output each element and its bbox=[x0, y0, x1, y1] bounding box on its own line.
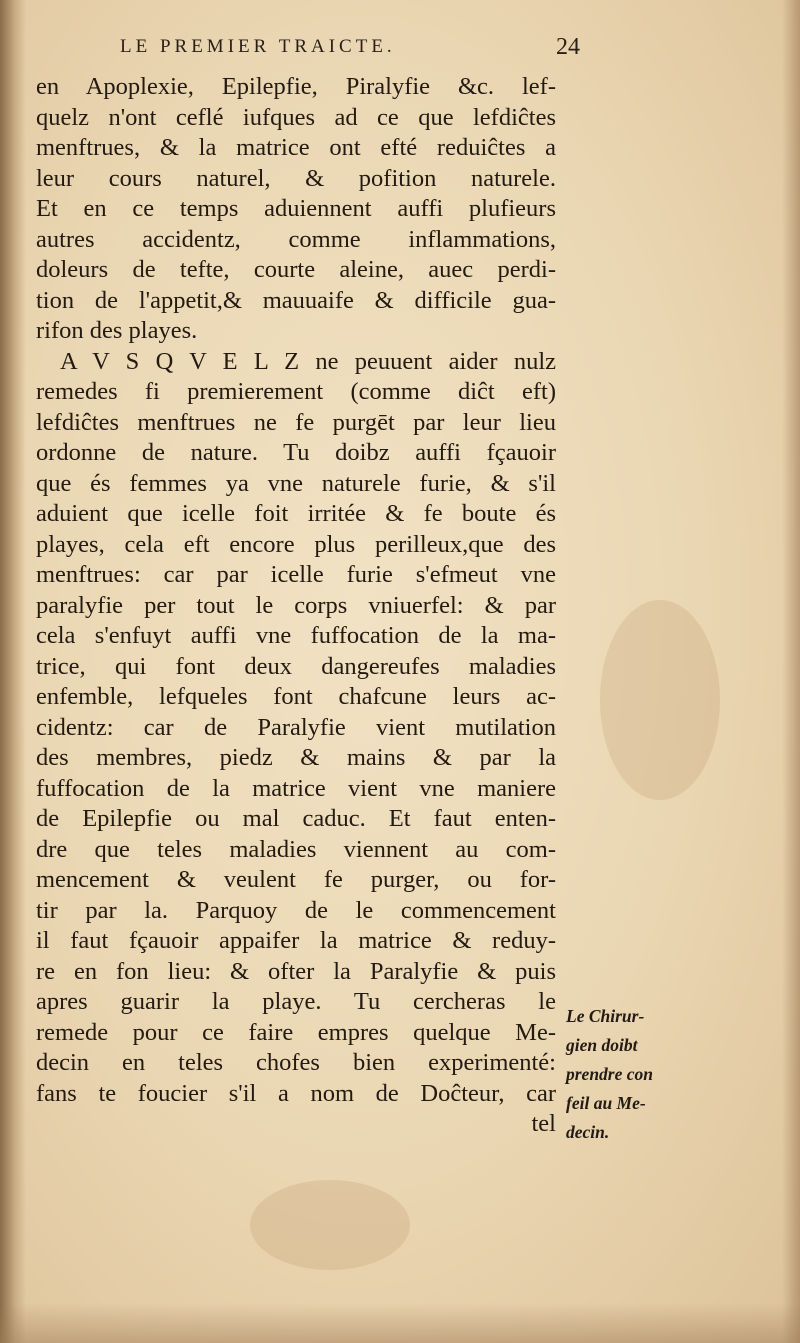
text-line: rifon des playes. bbox=[36, 317, 198, 344]
text-line: Et en ce temps aduiennent auffi plufieurs bbox=[36, 195, 556, 222]
page-number: 24 bbox=[556, 34, 580, 60]
catchword: tel bbox=[531, 1110, 556, 1137]
text-line: ordonne de nature. Tu doibz auffi fçauoir bbox=[36, 439, 556, 466]
text-line: enfemble, lefqueles font chafcune leurs ac- bbox=[36, 683, 556, 710]
text-line: il faut fçauoir appaifer la matrice & reduy- bbox=[36, 927, 556, 954]
text-line: tion de l'appetit,& mauuaife & difficile gua- bbox=[36, 286, 556, 314]
text-line: tir par la. Parquoy de le commencement bbox=[36, 896, 556, 924]
text-line: en Apoplexie, Epilepfie, Piralyfie &c. lef- bbox=[36, 73, 556, 100]
text-line: doleurs de tefte, courte aleine, auec perdi- bbox=[36, 256, 556, 283]
text-line: lefdiĉtes menftrues ne fe purgēt par leur lieu bbox=[36, 408, 556, 436]
body-text bbox=[36, 72, 556, 1140]
text-line: remedes fi premierement (comme diĉt eft) bbox=[36, 378, 556, 405]
text-line: A V S Q V E L Z ne peuuent aider nulz bbox=[60, 347, 556, 375]
text-line: cidentz: car de Paralyfie vient mutilation bbox=[36, 713, 556, 741]
text-line: menftrues: car par icelle furie s'efmeut vne bbox=[36, 561, 556, 588]
text-line: leur cours naturel, & pofition naturele. bbox=[36, 164, 556, 192]
text-line: re en fon lieu: & ofter la Paralyfie & puis bbox=[36, 957, 556, 985]
marginal-note-line: gien doibt bbox=[566, 1035, 638, 1055]
text-line: decin en teles chofes bien experimenté: bbox=[36, 1049, 556, 1076]
text-line: dre que teles maladies viennent au com- bbox=[36, 835, 556, 863]
text-line: autres accidentz, comme inflammations, bbox=[36, 225, 556, 253]
text-line: menftrues, & la matrice ont efté reduiĉtes a bbox=[36, 134, 556, 161]
text-line: fans te foucier s'il a nom de Doĉteur, car bbox=[36, 1079, 556, 1107]
text-line: fuffocation de la matrice vient vne maniere bbox=[36, 774, 556, 802]
page-header bbox=[120, 36, 580, 64]
text-line: remede pour ce faire empres quelque Me- bbox=[36, 1018, 556, 1046]
text-line: mencement & veulent fe purger, ou for- bbox=[36, 866, 556, 893]
text-line: trice, qui font deux dangereufes maladies bbox=[36, 652, 556, 680]
marginal-note-line: prendre con bbox=[566, 1064, 654, 1084]
text-line: cela s'enfuyt auffi vne fuffocation de la ma- bbox=[36, 622, 556, 649]
page-bottom-shadow bbox=[0, 1303, 800, 1343]
text-line: quelz n'ont ceflé iufques ad ce que lefdiĉtes bbox=[36, 103, 556, 131]
marginal-note-line: Le Chirur- bbox=[566, 1006, 645, 1026]
paper-stain bbox=[250, 1180, 410, 1270]
text-line: paralyfie per tout le corps vniuerfel: & par bbox=[36, 591, 556, 619]
binding-edge bbox=[0, 0, 26, 1343]
text-line: apres guarir la playe. Tu cercheras le bbox=[36, 988, 556, 1015]
text-line: des membres, piedz & mains & par la bbox=[36, 744, 556, 771]
text-line: de Epilepfie ou mal caduc. Et faut enten- bbox=[36, 805, 556, 832]
running-title: LE PREMIER TRAICTE. bbox=[120, 36, 396, 57]
text-line: que és femmes ya vne naturele furie, & s'il bbox=[36, 469, 556, 497]
page-edge-shadow bbox=[782, 0, 800, 1343]
text-line: aduient que icelle foit irritée & fe boute és bbox=[36, 500, 556, 527]
paper-stain bbox=[600, 600, 720, 800]
marginal-note bbox=[566, 1002, 766, 1147]
marginal-note-line: decin. bbox=[566, 1122, 610, 1142]
text-line: playes, cela eft encore plus perilleux,que des bbox=[36, 530, 556, 558]
marginal-note-line: feil au Me- bbox=[566, 1093, 646, 1113]
